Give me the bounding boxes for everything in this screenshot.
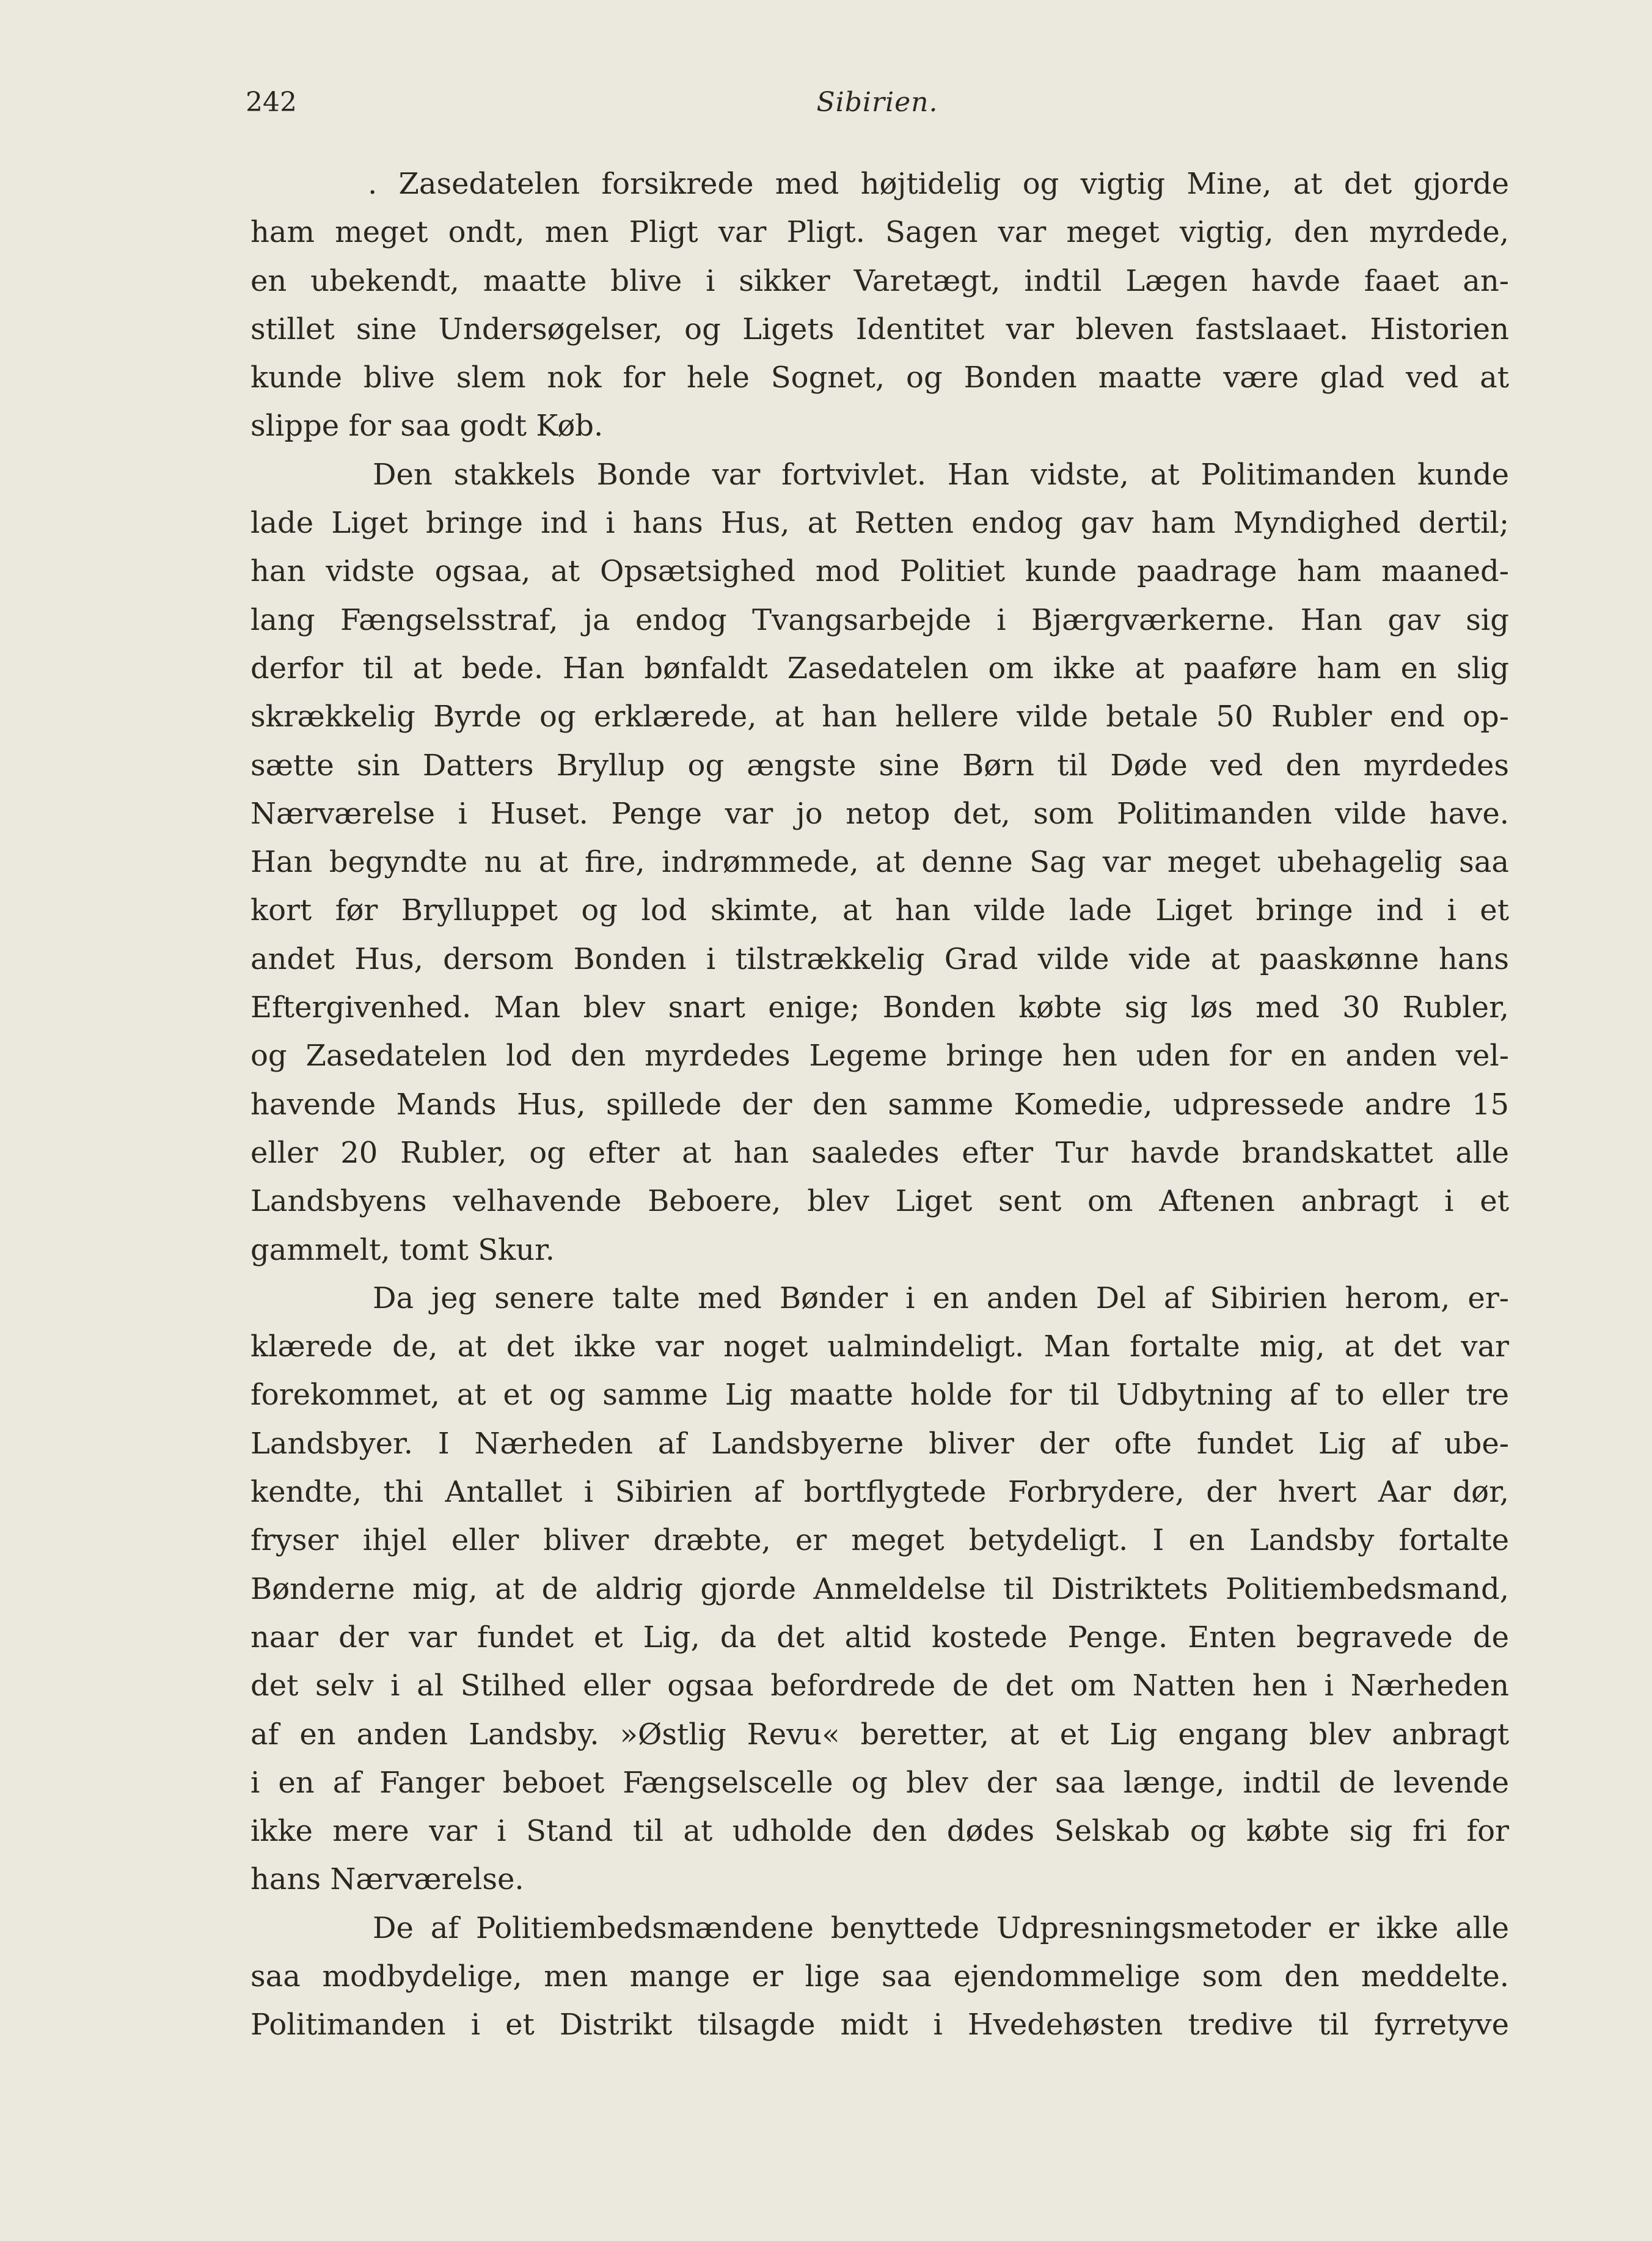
text-line: en ubekendt, maatte blive i sikker Varetægt, indtil Lægen havde faaet an- xyxy=(250,263,1509,298)
text-line: Han begyndte nu at fire, indrømmede, at denne Sag var meget ubehagelig saa xyxy=(250,845,1509,880)
text-line: skrækkelig Byrde og erklærede, at han hellere vilde betale 50 Rubler end op- xyxy=(250,700,1509,734)
text-line: Landsbyer. I Nærheden af Landsbyerne bliver der ofte fundet Lig af ube- xyxy=(250,1426,1509,1461)
text-line: lade Liget bringe ind i hans Hus, at Retten endog gav ham Myndighed dertil; xyxy=(250,506,1509,541)
text-line: andet Hus, dersom Bonden i tilstrækkelig Grad vilde vide at paaskønne hans xyxy=(250,941,1509,976)
text-line: slippe for saa godt Køb. xyxy=(250,409,604,444)
text-line: havende Mands Hus, spillede der den samme Komedie, udpressede andre 15 xyxy=(250,1087,1509,1122)
running-head xyxy=(246,84,1509,121)
text-line: Da jeg senere talte med Bønder i en anden Del af Sibirien herom, er- xyxy=(373,1281,1509,1315)
text-line: Bønderne mig, at de aldrig gjorde Anmeldelse til Distriktets Politiembedsmand, xyxy=(250,1571,1509,1606)
text-line: kunde blive slem nok for hele Sognet, og Bonden maatte være glad ved at xyxy=(250,360,1509,395)
text-line: eller 20 Rubler, og efter at han saaledes efter Tur havde brandskattet alle xyxy=(250,1135,1509,1170)
text-line: han vidste ogsaa, at Opsætsighed mod Politiet kunde paadrage ham maaned- xyxy=(250,554,1509,589)
text-line: kort før Brylluppet og lod skimte, at han vilde lade Liget bringe ind i et xyxy=(250,893,1509,928)
text-line: naar der var fundet et Lig, da det altid kostede Penge. Enten begravede de xyxy=(250,1620,1509,1654)
text-line: fryser ihjel eller bliver dræbte, er meget betydeligt. I en Landsby fortalte xyxy=(250,1523,1509,1558)
text-line: kendte, thi Antallet i Sibirien af bortflygtede Forbrydere, der hvert Aar dør, xyxy=(250,1475,1509,1510)
text-line: og Zasedatelen lod den myrdedes Legeme bringe hen uden for en anden vel- xyxy=(250,1039,1509,1073)
text-line: af en anden Landsby. »Østlig Revu« beretter, at et Lig engang blev anbragt xyxy=(250,1717,1509,1752)
text-line: klærede de, at det ikke var noget ualmindeligt. Man fortalte mig, at det var xyxy=(250,1329,1509,1364)
text-line: gammelt, tomt Skur. xyxy=(250,1232,555,1267)
running-title: Sibirien. xyxy=(816,87,938,118)
text-line: sætte sin Datters Bryllup og ængste sine Børn til Døde ved den myrdedes xyxy=(250,748,1509,783)
text-line: Nærværelse i Huset. Penge var jo netop det, som Politimanden vilde have. xyxy=(250,796,1509,831)
text-line: . Zasedatelen forsikrede med højtidelig og vigtig Mine, at det gjorde xyxy=(368,167,1509,201)
text-line: ikke mere var i Stand til at udholde den dødes Selskab og købte sig fri for xyxy=(250,1814,1509,1849)
text-line: De af Politiembedsmændene benyttede Udpresningsmetoder er ikke alle xyxy=(373,1910,1509,1945)
page-number: 242 xyxy=(246,87,297,118)
text-line: stillet sine Undersøgelser, og Ligets Identitet var bleven fastslaaet. Historien xyxy=(250,312,1509,346)
text-line: ham meget ondt, men Pligt var Pligt. Sagen var meget vigtig, den myrdede, xyxy=(250,215,1509,250)
text-line: Eftergivenhed. Man blev snart enige; Bonden købte sig løs med 30 Rubler, xyxy=(250,990,1509,1025)
text-line: Landsbyens velhavende Beboere, blev Liget sent om Aftenen anbragt i et xyxy=(250,1184,1509,1219)
text-line: lang Fængselsstraf, ja endog Tvangsarbejde i Bjærgværkerne. Han gav sig xyxy=(250,602,1509,637)
text-line: forekommet, at et og samme Lig maatte holde for til Udbytning af to eller tre xyxy=(250,1378,1509,1413)
text-line: derfor til at bede. Han bønfaldt Zasedatelen om ikke at paaføre ham en slig xyxy=(250,651,1509,685)
text-line: det selv i al Stilhed eller ogsaa befordrede de det om Natten hen i Nærheden xyxy=(250,1669,1509,1703)
text-line: Politimanden i et Distrikt tilsagde midt i Hvedehøsten tredive til fyrretyve xyxy=(250,2008,1509,2042)
text-line: Den stakkels Bonde var fortvivlet. Han vidste, at Politimanden kunde xyxy=(373,457,1509,492)
body-text xyxy=(250,160,1509,2050)
text-line: i en af Fanger beboet Fængselscelle og blev der saa længe, indtil de levende xyxy=(250,1765,1509,1800)
text-line: saa modbydelige, men mange er lige saa ejendommelige som den meddelte. xyxy=(250,1959,1509,1994)
text-line: hans Nærværelse. xyxy=(250,1862,524,1897)
